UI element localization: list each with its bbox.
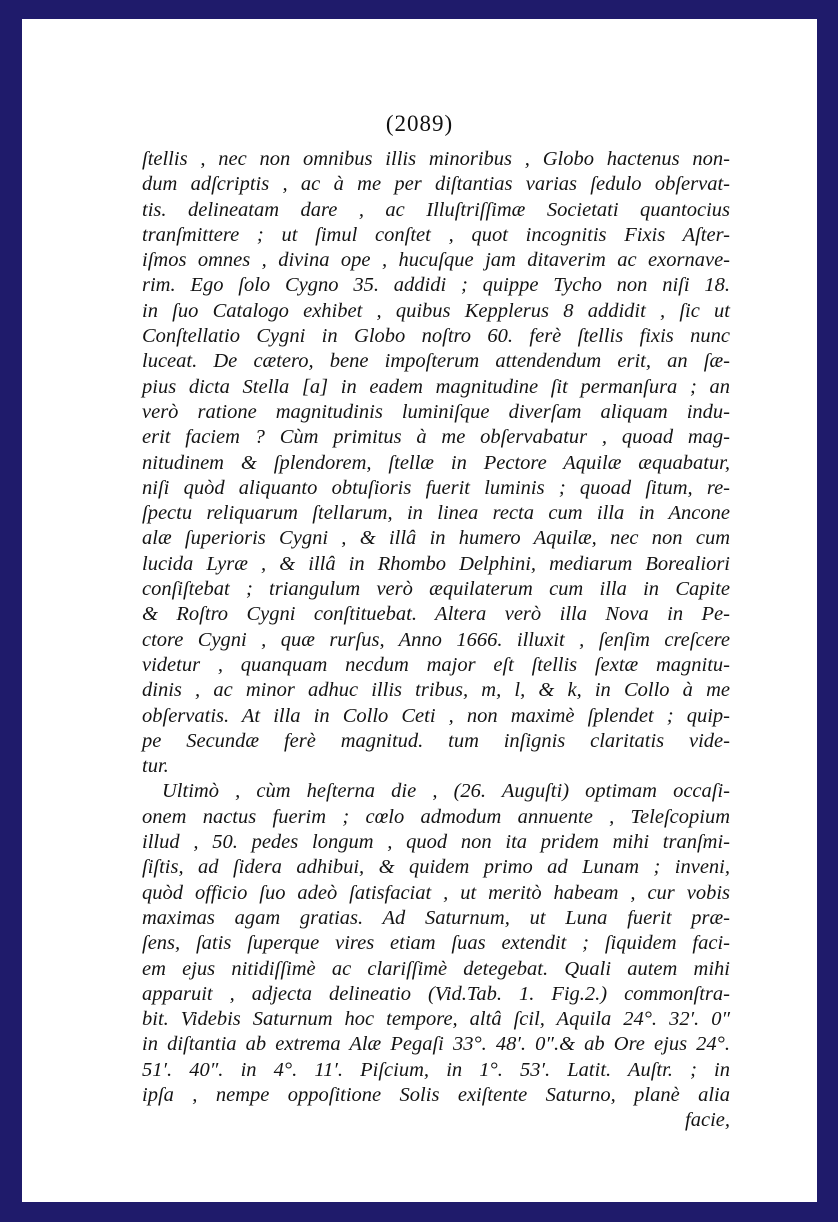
- text-line: obſervatis. At illa in Collo Ceti , non maximè ſplendet ; quip-: [142, 704, 730, 727]
- text-line: in ſuo Catalogo exhibet , quibus Kepplerus 8 addidit , ſic ut: [142, 299, 730, 322]
- paragraph-1: [142, 147, 730, 779]
- text-line: verò ratione magnitudinis luminiſque diverſam aliquam indu-: [142, 400, 730, 423]
- text-line: ctore Cygni , quæ rurſus, Anno 1666. illuxit , ſenſim creſcere: [142, 628, 730, 651]
- text-line: tranſmittere ; ut ſimul conſtet , quot incognitis Fixis Aſter-: [142, 223, 730, 246]
- text-line: 51′. 40″. in 4°. 11′. Piſcium, in 1°. 53′. Latit. Auſtr. ; in: [142, 1058, 730, 1081]
- text-line: pe Secundæ ferè magnitud. tum inſignis claritatis vide-: [142, 729, 730, 752]
- text-line: niſi quòd aliquanto obtuſioris fuerit luminis ; quoad ſitum, re-: [142, 476, 730, 499]
- text-line: conſiſtebat ; triangulum verò æquilaterum cum illa in Capite: [142, 578, 730, 601]
- text-line: ſtellis , nec non omnibus illis minoribus , Globo hactenus non-: [142, 148, 730, 170]
- catchword: facie,: [685, 1109, 730, 1132]
- text-line: dinis , ac minor adhuc illis tribus, m, l, & k, in Collo à me: [142, 679, 730, 702]
- text-line: Conſtellatio Cygni in Globo noſtro 60. ferè ſtellis fixis nunc: [142, 325, 730, 348]
- text-line: ſiſtis, ad ſidera adhibui, & quidem primo ad Lunam ; inveni,: [142, 856, 730, 879]
- text-line: apparuit , adjecta delineatio (Vid.Tab. 1. Fig.2.) commonſtra-: [142, 982, 730, 1005]
- text-line: em ejus nitidiſſimè ac clariſſimè detegebat. Quali autem mihi: [142, 957, 730, 980]
- text-line: ſens, ſatis ſuperque vires etiam ſuas extendit ; ſiquidem faci-: [142, 932, 730, 955]
- text-line: luceat. De cætero, bene impoſterum attendendum erit, an ſæ-: [142, 350, 730, 373]
- text-line: nitudinem & ſplendorem, ſtellæ in Pectore Aquilæ æquabatur,: [142, 451, 730, 474]
- text-line: in diſtantia ab extrema Alæ Pegaſi 33°. 48′. 0″.& ab Ore ejus 24°.: [142, 1033, 730, 1056]
- text-line: ſpectu reliquarum ſtellarum, in linea recta cum illa in Ancone: [142, 502, 730, 525]
- text-line: videtur , quanquam necdum major eſt ſtellis ſextæ magnitu-: [142, 653, 730, 676]
- text-line: pius dicta Stella [a] in eadem magnitudine ſit permanſura ; an: [142, 375, 730, 398]
- text-line: quòd officio ſuo adeò ſatisfaciat , ut meritò habeam , cur vobis: [142, 881, 730, 904]
- text-line: onem nactus fuerim ; cœlo admodum annuente , Teleſcopium: [142, 805, 730, 828]
- text-line: alæ ſuperioris Cygni , & illâ in humero Aquilæ, nec non cum: [142, 527, 730, 550]
- text-line: bit. Videbis Saturnum hoc tempore, altâ ſcil, Aquila 24°. 32′. 0″: [142, 1008, 730, 1031]
- text-line: maximas agam gratias. Ad Saturnum, ut Luna fuerit præ-: [142, 906, 730, 929]
- text-line: tur.: [142, 755, 169, 778]
- text-line: tis. delineatam dare , ac Illuſtriſſimæ Societati quantocius: [142, 198, 730, 221]
- text-line: dum adſcriptis , ac à me per diſtantias varias ſedulo obſervat-: [142, 173, 730, 196]
- text-line: ipſa , nempe oppoſitione Solis exiſtente Saturno, planè alia: [142, 1083, 730, 1106]
- text-line: rim. Ego ſolo Cygno 35. addidi ; quippe Tycho non niſi 18.: [142, 274, 730, 297]
- page-frame: [22, 19, 817, 1202]
- text-line: lucida Lyræ , & illâ in Rhombo Delphini, mediarum Borealiori: [142, 552, 730, 575]
- body-text: [142, 147, 730, 1134]
- paragraph-2: [142, 779, 730, 1108]
- text-line: iſmos omnes , divina ope , hucuſque jam ditaverim ac exornave-: [142, 249, 730, 272]
- text-line: & Roſtro Cygni conſtituebat. Altera verò illa Nova in Pe-: [142, 603, 730, 626]
- text-line: Ultimò , cùm heſterna die , (26. Auguſti) optimam occaſi-: [162, 780, 730, 803]
- text-line: erit faciem ? Cùm primitus à me obſervabatur , quoad mag-: [142, 426, 730, 449]
- page-number: (2089): [385, 111, 454, 136]
- text-line: illud , 50. pedes longum , quod non ita pridem mihi tranſmi-: [142, 831, 730, 854]
